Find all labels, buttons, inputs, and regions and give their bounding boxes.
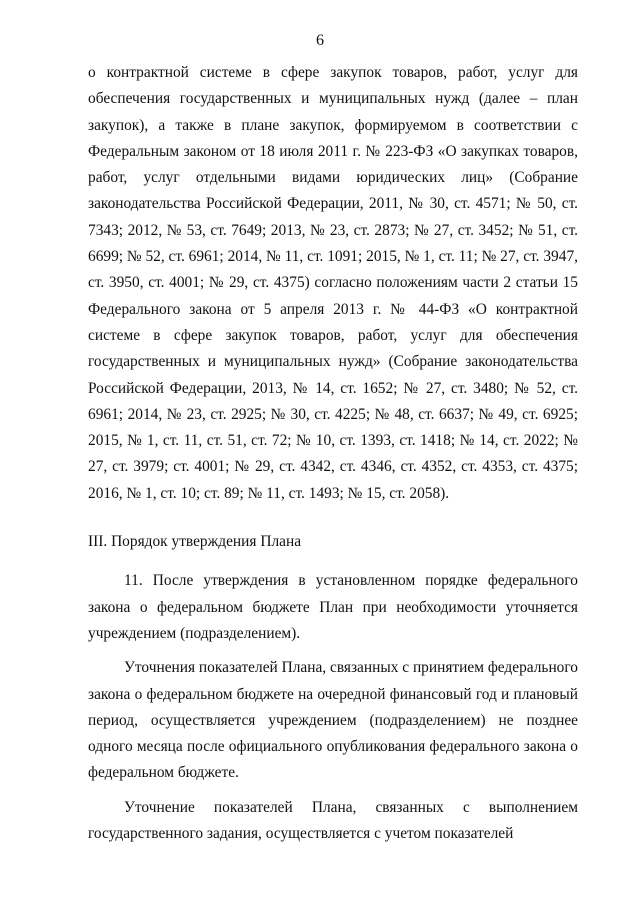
paragraph-item-11: 11. После утверждения в установленном порядке федерального закона о федеральном бюджете План при необходимости уточняется учреждением (подразделением). <box>88 572 578 642</box>
paragraph-state-assignment: Уточнение показателей Плана, связанных с выполнением государственного задания, осуществляется с учетом показателей <box>88 798 578 843</box>
document-body <box>88 60 578 847</box>
paragraph-continuation: о контрактной системе в сфере закупок товаров, работ, услуг для обеспечения государственных и муниципальных нужд (далее – план закупок), а также в плане закупок, формируемом в соответствии с Федеральным законом от 18 июля 2011 г. № 223-ФЗ «О закупках товаров, работ, услуг отдельными видами юридических лиц» (Собрание законодательства Российской Федерации, 2011, № 30, ст. 4571; № 50, ст. 7343; 2012, № 53, ст. 7649; 2013, № 23, ст. 2873; № 27, ст. 3452; № 51, ст. 6699; № 52, ст. 6961; 2014, № 11, ст. 1091; 2015, № 1, ст. 11; № 27, ст. 3947, ст. 3950, ст. 4001; № 29, ст. 4375) согласно положениям части 2 статьи 15 Федерального закона от 5 апреля 2013 г. № 44-ФЗ «О контрактной системе в сфере закупок товаров, работ, услуг для обеспечения государственных и муниципальных нужд» (Собрание законодательства Российской Федерации, 2013, № 14, ст. 1652; № 27, ст. 3480; № 52, ст. 6961; 2014, № 23, ст. 2925; № 30, ст. 4225; № 48, ст. 6637; № 49, ст. 6925; 2015, № 1, ст. 11, ст. 51, ст. 72; № 10, ст. 1393, ст. 1418; № 14, ст. 2022; № 27, ст. 3979; ст. 4001; № 29, ст. 4342, ст. 4346, ст. 4352, ст. 4353, ст. 4375; 2016, № 1, ст. 10; ст. 89; № 11, ст. 1493; № 15, ст. 2058). <box>88 64 578 502</box>
paragraph-clarifications: Уточнения показателей Плана, связанных с принятием федерального закона о федеральном бюджете на очередной финансовый год и плановый период, осуществляется учреждением (подразделением) не позднее одного месяца после официального опубликования федерального закона о федеральном бюджете. <box>88 659 578 782</box>
page-number: 6 <box>316 32 324 49</box>
section-heading: III. Порядок утверждения Плана <box>88 533 302 551</box>
